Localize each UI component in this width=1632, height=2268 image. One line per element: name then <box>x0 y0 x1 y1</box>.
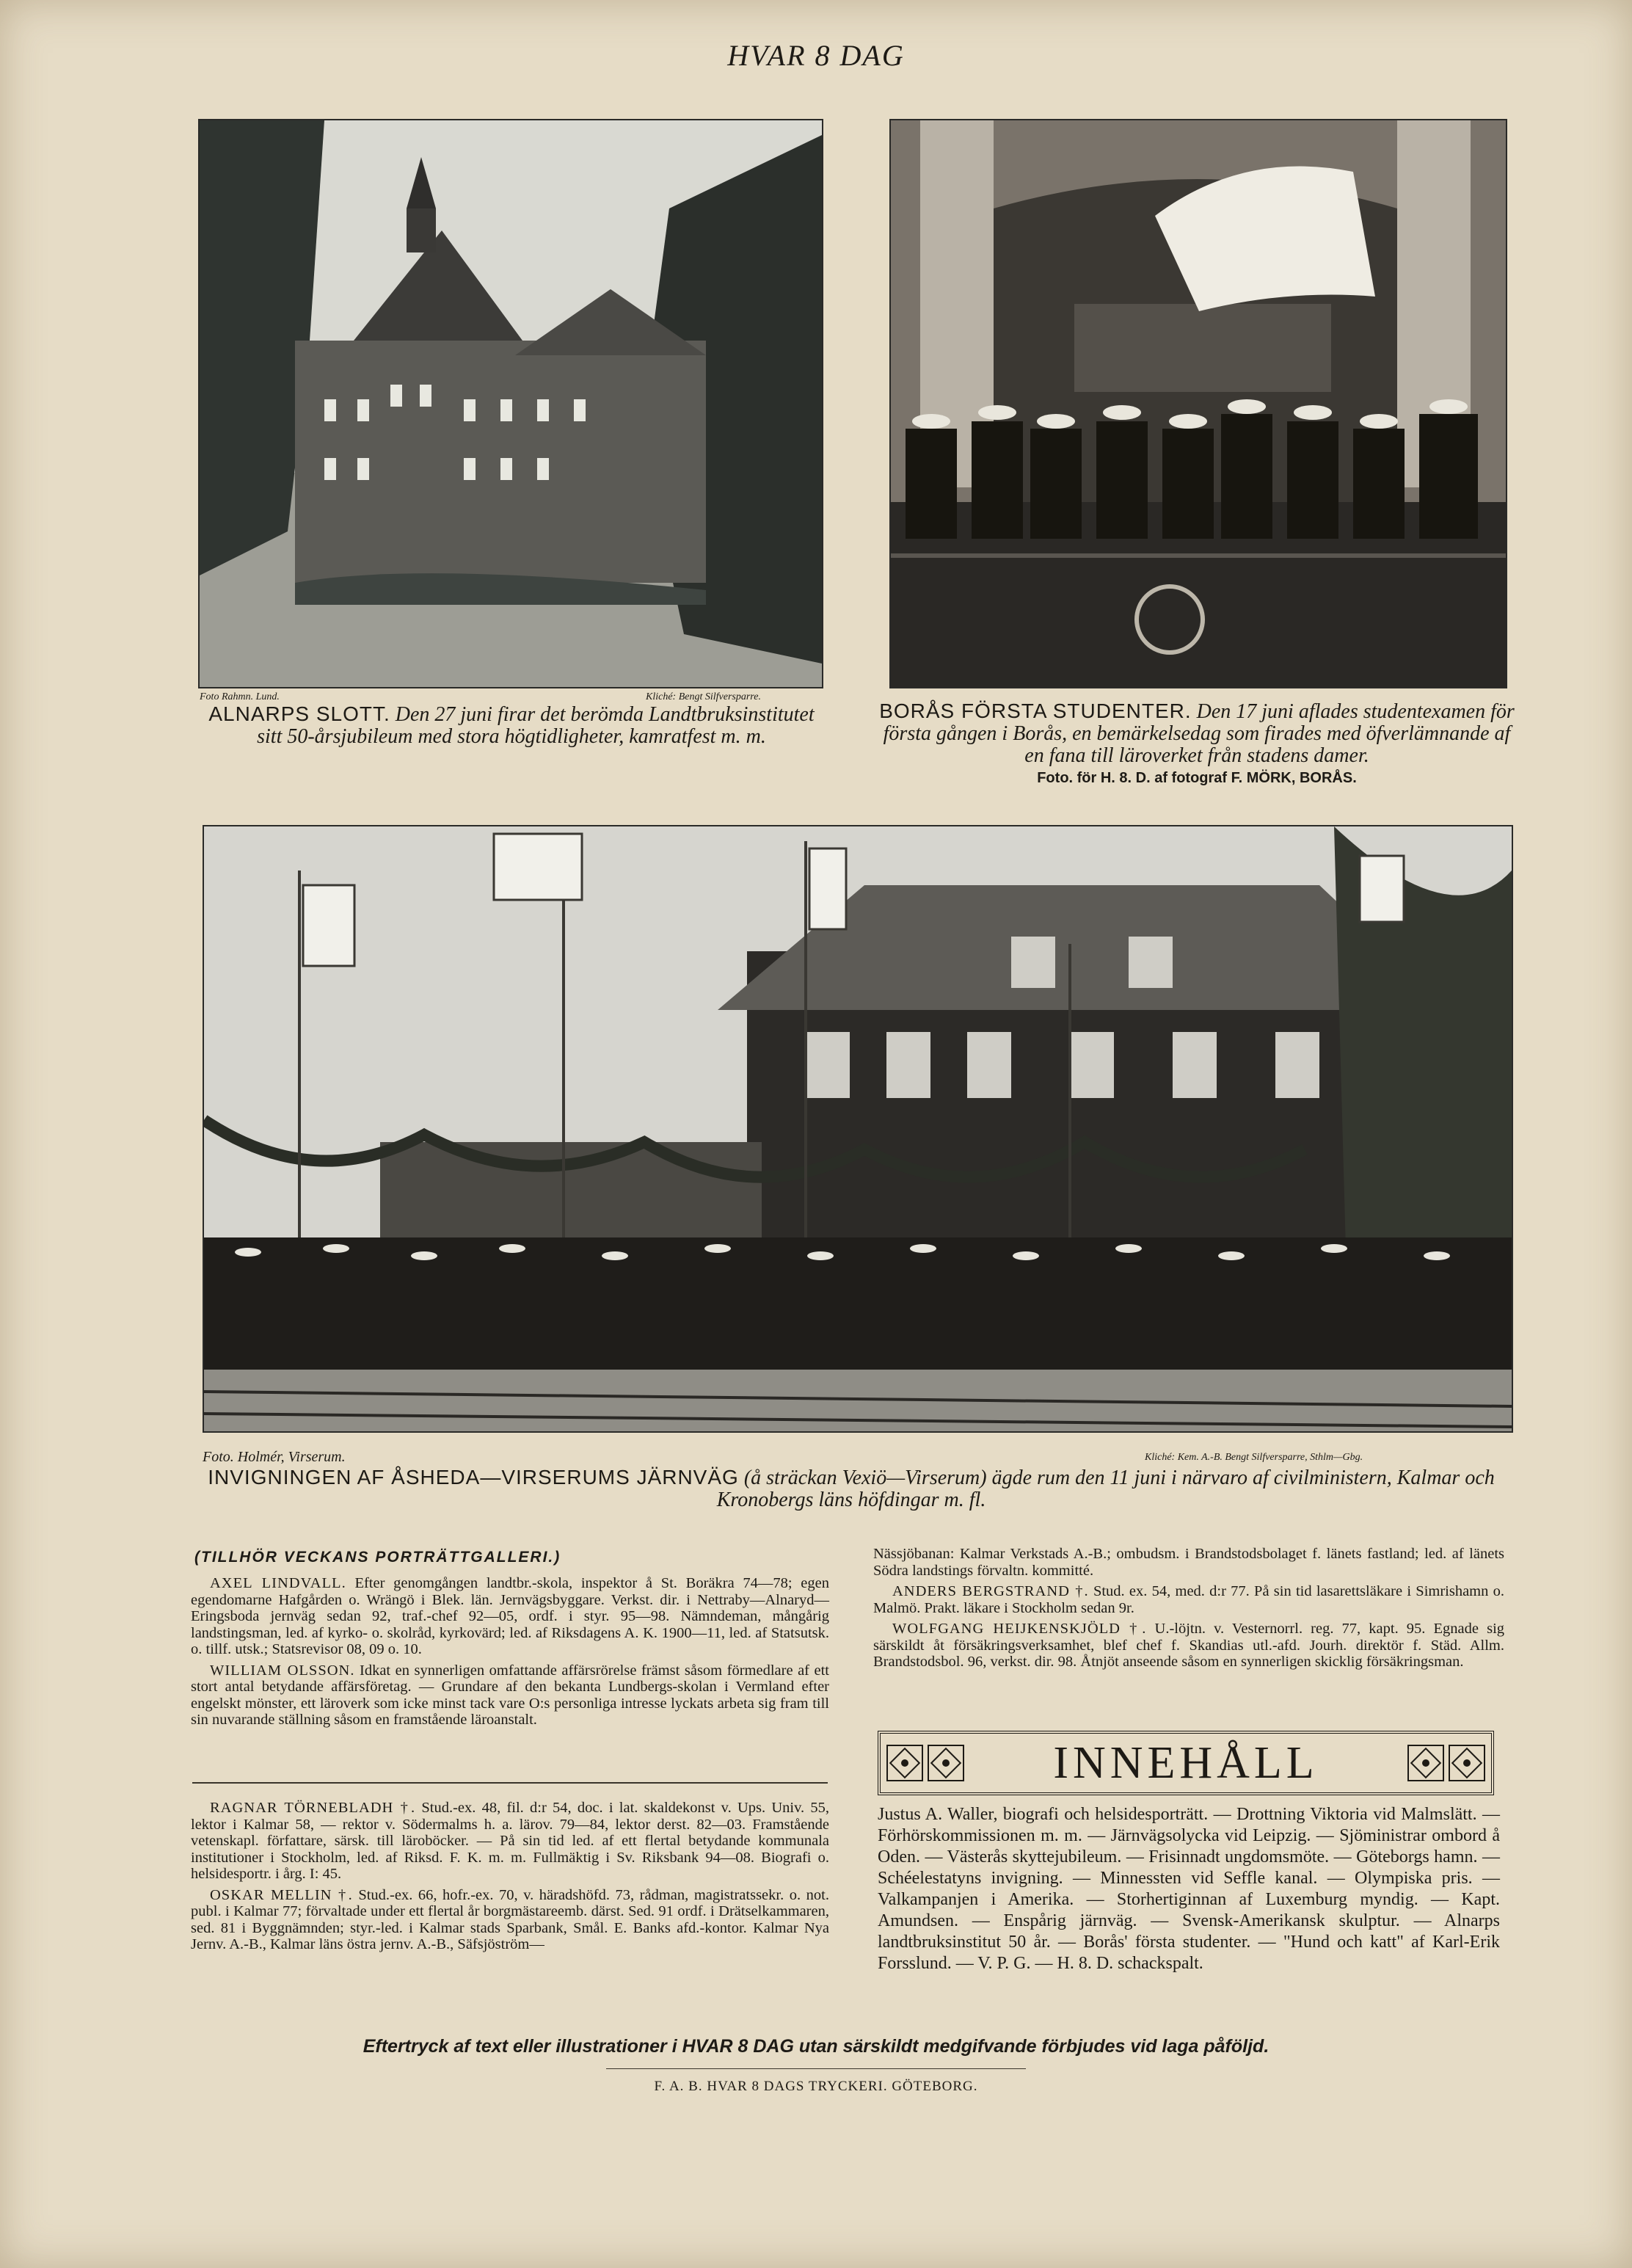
innehall-contents: Justus A. Waller, biografi och helsidesporträtt. — Drottning Viktoria vid Malmslätt. — Förhörskommissionen m. m. — Järnvägsolycka vid Leipzig. — Sjöministrar ombord å Oden. — Västerås skyttejubileum. — Frisinnadt ungdomsmöte. — Göteborgs hamn. — Schéelestatyns invigning. — Minnessten vid Seffle kanal. — Olympiska pris. — Valkampanjen i Amerika. — Storhertiginnan af Luxemburg myndig. — Kapt. Amundsen. — Enspårig järnväg. — Svensk-Amerikansk skulptur. — Alnarps landtbruksinstitut 50 år. — Borås' första studenter. — "Hund och katt" af Karl-Erik Forsslund. — V. P. G. — H. 8. D. schackspalt. <box>878 1805 1500 1973</box>
portrait-entry-heijkenskjold: WOLFGANG HEIJKENSKJÖLD †. U.-löjtn. v. Vesternorrl. reg. 77, kapt. 95. Egnade sig särskildt åt försäkringsverksamhet, blef chef f. Skandias utl.-afd. Jourh. direktör f. Städ. Allm. Brandstodsbol. 96, verkst. dir. 98. Åtnjöt anseende såsom en synnerligen skicklig försäkringsman. <box>873 1621 1505 1670</box>
caption-alnarps-slott <box>200 703 823 748</box>
caption-foto-credit: Foto. för H. 8. D. af fotograf F. MÖRK, BORÅS. <box>1037 770 1357 786</box>
caption-boras-studenter <box>878 700 1516 789</box>
caption-title: BORÅS FÖRSTA STUDENTER. <box>879 699 1192 722</box>
credit-alnarp-cliche: Kliché: Bengt Silfversparre. <box>646 691 761 702</box>
portrait-entry-mellin: OSKAR MELLIN †. Stud.-ex. 66, hofr.-ex. 70, v. häradshöfd. 73, rådman, magistratssekr. o. not. publ. i Kalmar 77; förvaltade under ett flertal år borgmästareemb. därst. Sed. 91 ordf. i Drätselkammaren, sed. 81 i Byggnämnden; styr.-led. i Kalmar stads Sparbank, Smål. E. Banks afd.-kontor. Kalmar Nya Jernv. A.-B., Kalmar läns östra jernv. A.-B., Säfsjöström— <box>191 1886 830 1952</box>
photo-alnarps-slott <box>198 119 823 688</box>
caption-body: (å sträckan Vexiö—Virserum) ägde rum den 11 juni i närvaro af civilministern, Kalmar och Kronobergs läns höfdingar m. fl. <box>716 1466 1495 1511</box>
portrait-entries-left-lower <box>191 1800 829 1958</box>
portrait-gallery-heading: (TILLHÖR VECKANS PORTRÄTTGALLERI.) <box>194 1549 561 1566</box>
portrait-entry-olsson: WILLIAM OLSSON. Idkat en synnerligen omfattande affärsrörelse främst såsom förmedlare af ett stort antal betydande affärsföretag. — Grundare af den bekanta Lundbergs-skolan i Vermland efter engelskt mönster, ett läroverk som icke minst tack vare O:s personliga intresse lyckats arbeta sig fram till sin nuvarande ställning såsom en framstående läroanstalt. <box>191 1662 830 1728</box>
portrait-entries-right <box>873 1546 1504 1675</box>
credit-jarnvag-cliche: Kliché: Kem. A.-B. Bengt Silfversparre, Sthlm—Gbg. <box>1145 1452 1363 1463</box>
ornament-right-icon <box>1407 1745 1485 1781</box>
ornament-left-icon <box>886 1745 964 1781</box>
innehall-banner <box>878 1731 1494 1795</box>
page-header: HVAR 8 DAG <box>727 39 905 72</box>
caption-body: Den 27 juni firar det berömda Landtbruksinstitutet sitt 50-årsjubileum med stora högtidligheter, kamratfest m. m. <box>257 703 815 748</box>
printer-imprint: F. A. B. HVAR 8 DAGS TRYCKERI. GÖTEBORG. <box>654 2079 978 2094</box>
credit-alnarp-photographer: Foto Rahmn. Lund. <box>200 691 280 702</box>
caption-title: INVIGNINGEN AF ÅSHEDA—VIRSERUMS JÄRNVÄG <box>208 1466 739 1489</box>
portrait-entry-lindvall: AXEL LINDVALL. Efter genomgången landtbr.-skola, inspektor å St. Boräkra 74—78; egen egendomarne Hafgården o. Wrängö i Blek. län. Jernvägsbyggare. Verkst. dir. i Nettraby—Alnaryd—Eringsboda jernväg sedan 92, traf.-chef 92—05, ordf. i styr. 95—98. Nämndeman, mångårig landstingsman, led. af kyrko- o. skolråd, kyrkovärd; led. af Riksdagens A. K. 1900—11, led. af Statsutsk. o. tillf. utsk.; Statsrevisor 08, 09 o. 10. <box>191 1575 830 1657</box>
caption-title: ALNARPS SLOTT. <box>208 702 390 725</box>
innehall-title: INNEHÅLL <box>1053 1737 1319 1788</box>
photo-boras-studenter <box>889 119 1507 688</box>
column-divider <box>192 1782 828 1784</box>
caption-jarnvag <box>191 1466 1512 1511</box>
reprint-notice: Eftertryck af text eller illustrationer i HVAR 8 DAG utan särskildt medgifvande förbjudes vid laga påföljd. <box>363 2036 1269 2057</box>
caption-body: Den 17 juni aflades studentexamen för första gången i Borås, en bemärkelsedag som firades med öfverlämnande af en fana till läroverket från stadens damer. <box>883 700 1515 767</box>
portrait-entry-tornebladh: RAGNAR TÖRNEBLADH †. Stud.-ex. 48, fil. d:r 54, doc. i lat. skaldekonst v. Ups. Univ. 55, lektor i Kalmar 58, — rektor v. Södermalms h. a. lärov. 79—84, lektor derst. 82—03. Framstående vetenskapl. författare, särsk. till läroböcker. — På sin tid led. af ett flertal betydande kommunala institutioner i Stockholm, led. af Riksd. F. K. m. m. Fullmäktig i Sv. Riksbank 94—08. Biografi o. helsidesportr. i årg. I: 45. <box>191 1800 830 1882</box>
credit-jarnvag-photographer: Foto. Holmér, Virserum. <box>203 1449 346 1465</box>
photo-jarnvag-invigning <box>203 825 1513 1433</box>
footer-rule <box>606 2068 1026 2069</box>
portrait-entry-mellin-cont: Nässjöbanan: Kalmar Verkstads A.-B.; ombudsm. i Brandstodsbolaget f. länets fastland; led. af länets Södra landstings förvaltn. kommitté. <box>873 1546 1504 1579</box>
portrait-entries-left <box>191 1575 829 1733</box>
portrait-entry-bergstrand: ANDERS BERGSTRAND †. Stud. ex. 54, med. d:r 77. På sin tid lasarettsläkare i Simrishamn o. Malmö. Prakt. läkare i Stockholm sedan 9r. <box>873 1583 1504 1616</box>
